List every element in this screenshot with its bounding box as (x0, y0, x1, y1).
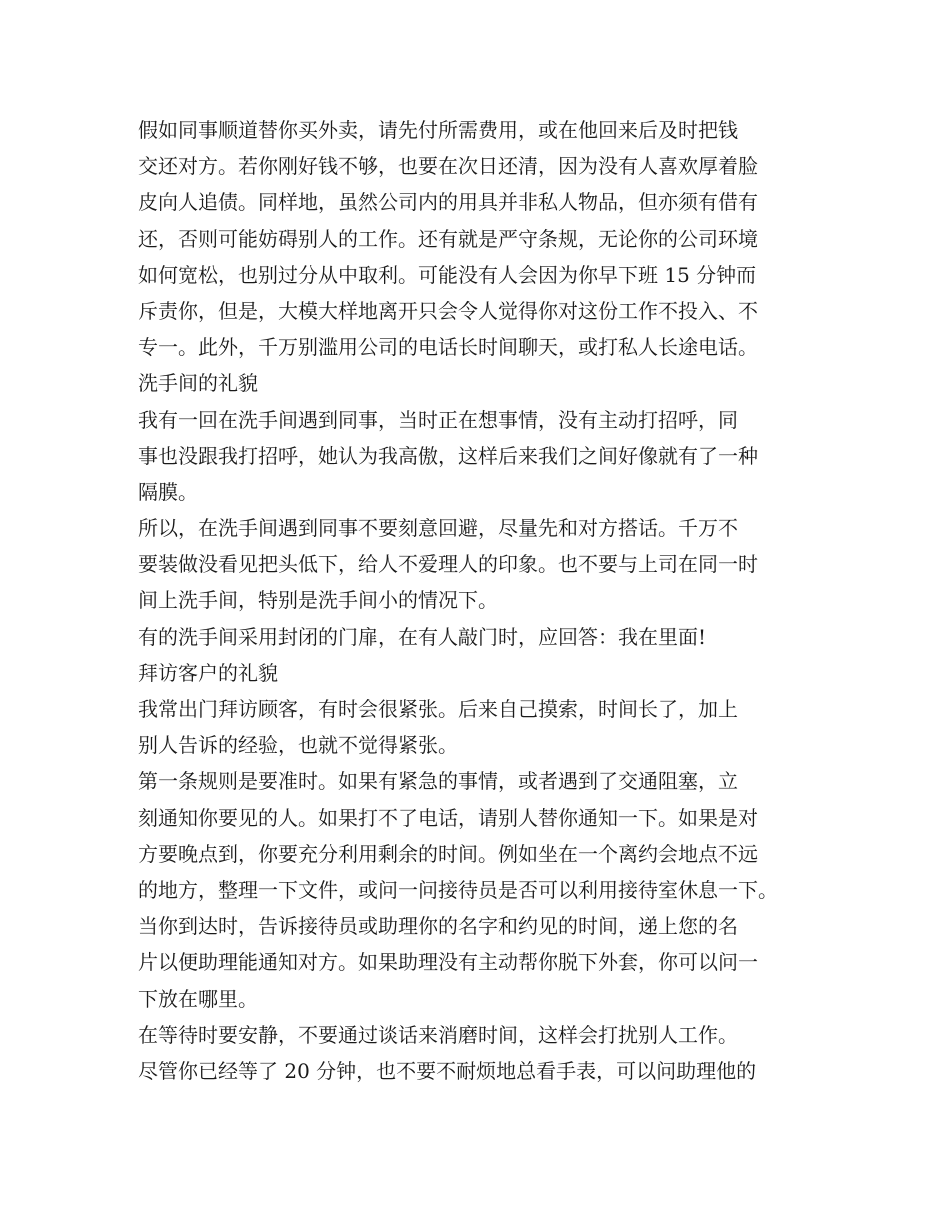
text-line: 别人告诉的经验，也就不觉得紧张。 (138, 733, 458, 758)
text-line: 皮向人追债。同样地，虽然公司内的用具并非私人物品，但亦须有借有 (138, 190, 758, 215)
text-line: 交还对方。若你刚好钱不够，也要在次日还清，因为没有人喜欢厚着脸 (138, 154, 758, 179)
text-line: 片以便助理能通知对方。如果助理没有主动帮你脱下外套，你可以问一 (138, 950, 758, 975)
text-line: 隔膜。 (138, 479, 198, 504)
text-line: 假如同事顺道替你买外卖，请先付所需费用，或在他回来后及时把钱 (138, 118, 738, 142)
text-line: 第一条规则是要准时。如果有紧急的事情，或者遇到了交通阻塞，立 (138, 769, 738, 794)
text-line: 刻通知你要见的人。如果打不了电话，请别人替你通知一下。如果是对 (138, 805, 758, 830)
text-line: 要装做没看见把头低下，给人不爱理人的印象。也不要与上司在同一时 (138, 552, 758, 577)
text-line: 我常出门拜访顾客，有时会很紧张。后来自己摸索，时间长了，加上 (138, 697, 738, 721)
text-line: 的地方，整理一下文件，或问一问接待员是否可以利用接待室休息一下。 (138, 877, 778, 902)
text-line: 当你到达时，告诉接待员或助理你的名字和约见的时间，递上您的名 (138, 914, 738, 939)
section-heading: 洗手间的礼貌 (138, 371, 258, 396)
text-line: 所以，在洗手间遇到同事不要刻意回避，尽量先和对方搭话。千万不 (138, 516, 738, 541)
text-line: 还，否则可能妨碍别人的工作。还有就是严守条规，无论你的公司环境 (138, 226, 758, 251)
text-line: 斥责你，但是，大模大样地离开只会令人觉得你对这份工作不投入、不 (138, 298, 758, 323)
text-line: 有的洗手间采用封闭的门扉，在有人敲门时，应回答：我在里面! (138, 624, 707, 649)
text-line: 尽管你已经等了 20 分钟，也不要不耐烦地总看手表，可以问助理他的 (138, 1058, 757, 1083)
text-line: 间上洗手间，特别是洗手间小的情况下。 (138, 588, 498, 613)
section-heading: 拜访客户的礼貌 (138, 660, 278, 685)
text-line: 如何宽松，也别过分从中取利。可能没有人会因为你早下班 15 分钟而 (138, 262, 757, 287)
body-text (138, 112, 818, 1089)
text-line: 方要晚点到，你要充分利用剩余的时间。例如坐在一个离约会地点不远 (138, 841, 758, 866)
text-line: 事也没跟我打招呼，她认为我高傲，这样后来我们之间好像就有了一种 (138, 443, 758, 468)
text-line: 专一。此外，千万别滥用公司的电话长时间聊天，或打私人长途电话。 (138, 335, 758, 360)
text-line: 在等待时要安静，不要通过谈话来消磨时间，这样会打扰别人工作。 (138, 1022, 738, 1047)
text-line: 下放在哪里。 (138, 986, 258, 1011)
text-line: 我有一回在洗手间遇到同事，当时正在想事情，没有主动打招呼，同 (138, 407, 738, 432)
